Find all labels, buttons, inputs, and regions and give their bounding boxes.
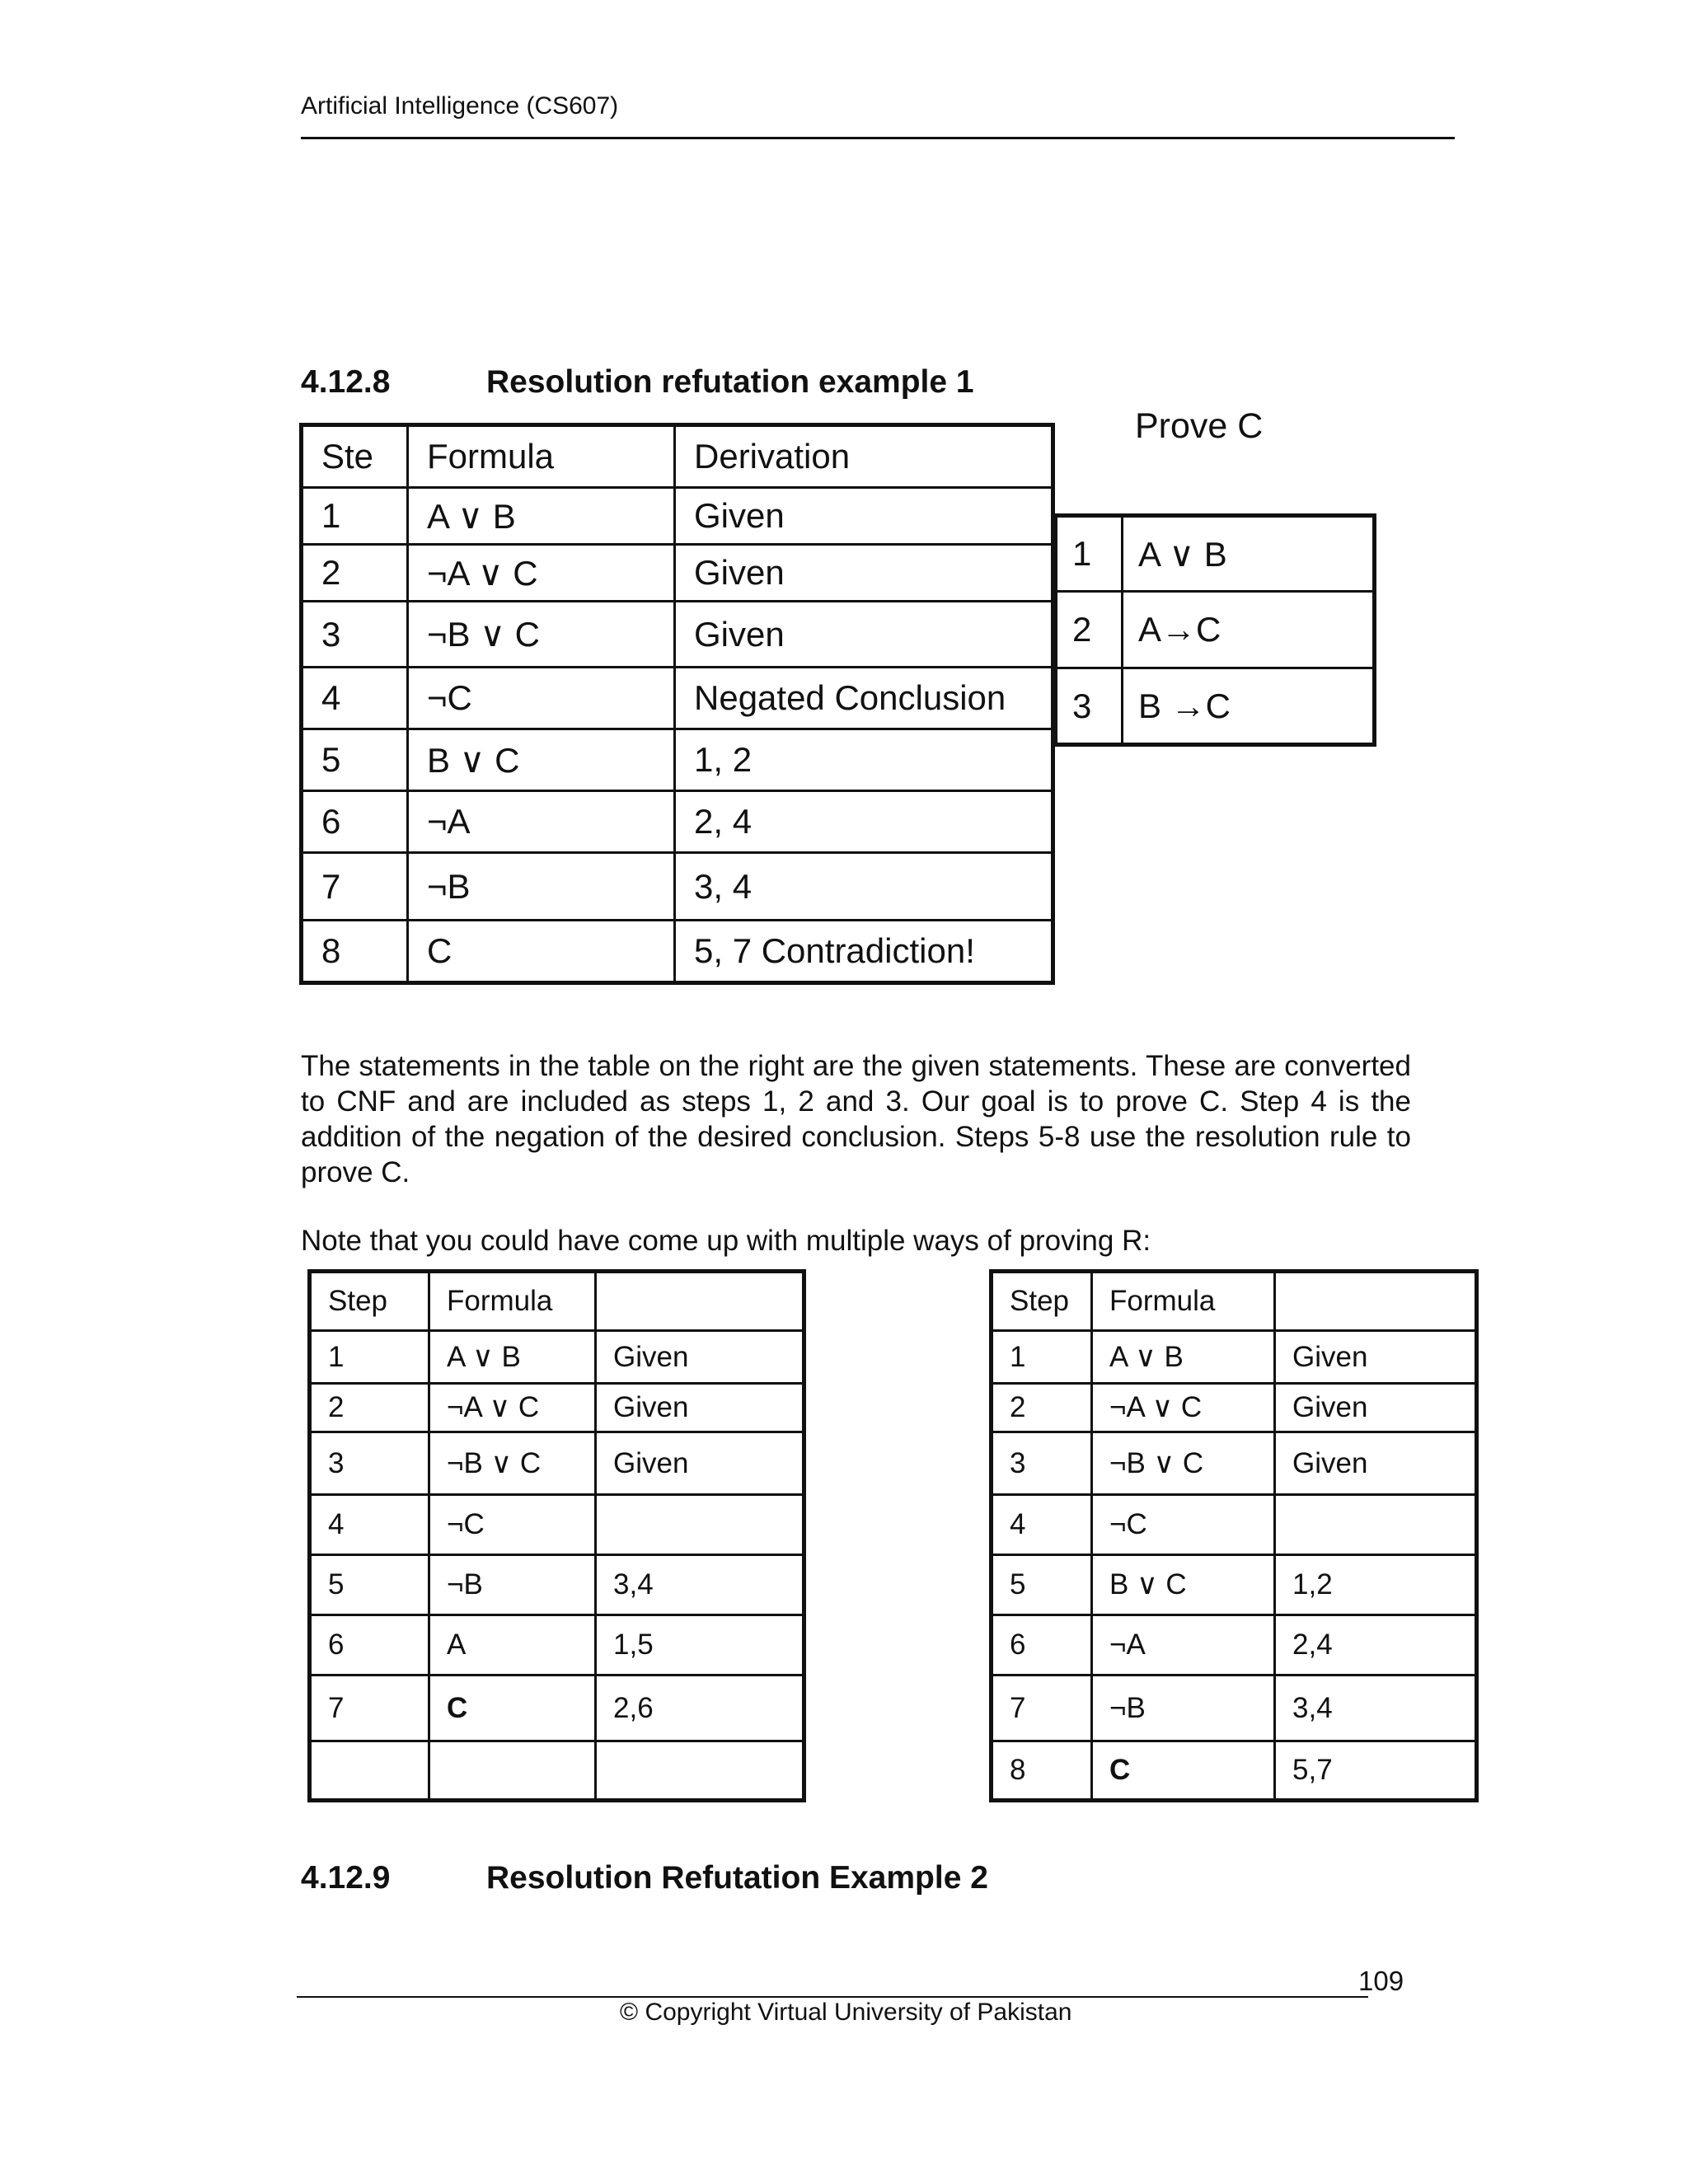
derivation-cell [596,1741,804,1801]
derivation-cell: 1,2 [1275,1555,1477,1615]
step-cell: 1 [1056,516,1123,592]
formula-cell: ¬B ∨ C [1092,1432,1275,1495]
derivation-cell: 5, 7 Contradiction! [675,921,1053,983]
step-cell: 8 [992,1741,1092,1801]
formula-cell: A ∨ B [1092,1331,1275,1384]
table-row [310,1495,804,1555]
step-cell: 5 [310,1555,429,1615]
formula-cell: A [429,1615,596,1675]
formula-cell: ¬B [1092,1675,1275,1741]
derivation-cell: 5,7 [1275,1741,1477,1801]
table-row [310,1741,804,1801]
step-cell: 8 [302,921,408,983]
step-cell: 7 [992,1675,1092,1741]
step-cell: 1 [992,1331,1092,1384]
step-cell: 6 [310,1615,429,1675]
derivation-cell: 3, 4 [675,853,1053,921]
table-row [302,545,1053,602]
table-row [992,1555,1477,1615]
step-cell: 7 [310,1675,429,1741]
column-header-step: Step [310,1272,429,1331]
column-header-formula: Formula [429,1272,596,1331]
formula-cell [429,1741,596,1801]
column-header-derivation: Derivation [675,425,1053,488]
step-cell: 4 [992,1495,1092,1555]
derivation-cell: 1,5 [596,1615,804,1675]
table-row [302,602,1053,668]
statement-cell: A ∨ B [1123,516,1375,592]
table-row [310,1555,804,1615]
table-row [302,853,1053,921]
derivation-cell: Given [596,1432,804,1495]
derivation-cell: Negated Conclusion [675,668,1053,729]
statement-cell: B →C [1123,668,1375,745]
table-row [992,1384,1477,1432]
derivation-cell: Given [675,545,1053,602]
section-title: Resolution refutation example 1 [486,364,974,400]
step-cell: 1 [302,488,408,545]
step-cell [310,1741,429,1801]
alternative-proof-table-right [989,1269,1479,1802]
table-row [302,791,1053,853]
formula-cell: ¬B [408,853,675,921]
step-cell: 1 [310,1331,429,1384]
page-number: 109 [1358,1966,1404,1996]
table-row [1056,516,1375,592]
step-cell: 6 [302,791,408,853]
derivation-cell: Given [1275,1384,1477,1432]
table-row [992,1495,1477,1555]
section-heading-4-12-8 [301,364,1207,405]
header-divider [301,137,1455,139]
prove-goal-label: Prove C [1135,406,1264,446]
formula-cell: ¬B ∨ C [429,1432,596,1495]
derivation-cell: Given [1275,1432,1477,1495]
formula-cell: A ∨ B [429,1331,596,1384]
formula-cell: C [1092,1741,1275,1801]
table-row [310,1675,804,1741]
formula-cell: ¬C [408,668,675,729]
column-header-step: Step [992,1272,1092,1331]
formula-cell: ¬C [1092,1495,1275,1555]
table-row [1056,668,1375,745]
section-heading-4-12-9 [301,1860,1207,1901]
formula-cell: C [429,1675,596,1741]
note-text: Note that you could have come up with multiple ways of proving R: [301,1225,1151,1257]
step-cell: 3 [992,1432,1092,1495]
step-cell: 5 [992,1555,1092,1615]
statement-cell: A→C [1123,592,1375,668]
formula-cell: ¬C [429,1495,596,1555]
step-cell: 2 [310,1384,429,1432]
given-statements-table [1053,513,1376,747]
step-cell: 5 [302,729,408,791]
table-row [992,1432,1477,1495]
table-row [302,921,1053,983]
table-row [310,1615,804,1675]
formula-cell: ¬A [408,791,675,853]
formula-cell: ¬A ∨ C [408,545,675,602]
derivation-cell: 3,4 [1275,1675,1477,1741]
table-row [310,1384,804,1432]
table-header-row [992,1272,1477,1331]
table-row [992,1331,1477,1384]
derivation-cell: 3,4 [596,1555,804,1615]
step-cell: 4 [310,1495,429,1555]
formula-cell: B ∨ C [1092,1555,1275,1615]
table-row [310,1432,804,1495]
step-cell: 7 [302,853,408,921]
table-row [310,1331,804,1384]
derivation-cell: 2,6 [596,1675,804,1741]
step-cell: 2 [992,1384,1092,1432]
table-header-row [302,425,1053,488]
section-title: Resolution Refutation Example 2 [486,1860,988,1896]
step-cell: 4 [302,668,408,729]
derivation-cell [596,1495,804,1555]
table-row [992,1741,1477,1801]
resolution-table-example-1 [299,423,1055,985]
section-number: 4.12.9 [301,1860,391,1896]
table-row [302,729,1053,791]
derivation-cell: Given [675,602,1053,668]
table-row [302,668,1053,729]
footer-divider [297,1996,1368,1998]
table-row [992,1675,1477,1741]
formula-cell: ¬A ∨ C [1092,1384,1275,1432]
step-cell: 3 [310,1432,429,1495]
formula-cell: B ∨ C [408,729,675,791]
column-header-derivation [596,1272,804,1331]
derivation-cell: Given [596,1384,804,1432]
derivation-cell [1275,1495,1477,1555]
derivation-cell: 2, 4 [675,791,1053,853]
document-header-title: Artificial Intelligence (CS607) [301,92,619,120]
formula-cell: ¬A ∨ C [429,1384,596,1432]
table-header-row [310,1272,804,1331]
explanation-paragraph: The statements in the table on the right are the given statements. These are converted to CNF and are included as steps 1, 2 and 3. Our goal is to prove C. Step 4 is the addition of the negation of the desired conclusion. Steps 5-8 use the resolution rule to prove C. [301,1050,1411,1188]
alternative-proof-table-left [307,1269,806,1802]
step-cell: 3 [302,602,408,668]
formula-cell: ¬B [429,1555,596,1615]
section-number: 4.12.8 [301,364,391,400]
copyright-notice: © Copyright Virtual University of Pakistan [620,1999,1072,2026]
derivation-cell: Given [675,488,1053,545]
step-cell: 2 [1056,592,1123,668]
formula-cell: A ∨ B [408,488,675,545]
table-row [992,1615,1477,1675]
formula-cell: ¬A [1092,1615,1275,1675]
column-header-formula: Formula [1092,1272,1275,1331]
step-cell: 3 [1056,668,1123,745]
formula-cell: ¬B ∨ C [408,602,675,668]
column-header-derivation [1275,1272,1477,1331]
derivation-cell: Given [1275,1331,1477,1384]
step-cell: 2 [302,545,408,602]
derivation-cell: 2,4 [1275,1615,1477,1675]
table-row [302,488,1053,545]
derivation-cell: Given [596,1331,804,1384]
derivation-cell: 1, 2 [675,729,1053,791]
table-row [1056,592,1375,668]
step-cell: 6 [992,1615,1092,1675]
column-header-formula: Formula [408,425,675,488]
column-header-step: Ste [302,425,408,488]
formula-cell: C [408,921,675,983]
